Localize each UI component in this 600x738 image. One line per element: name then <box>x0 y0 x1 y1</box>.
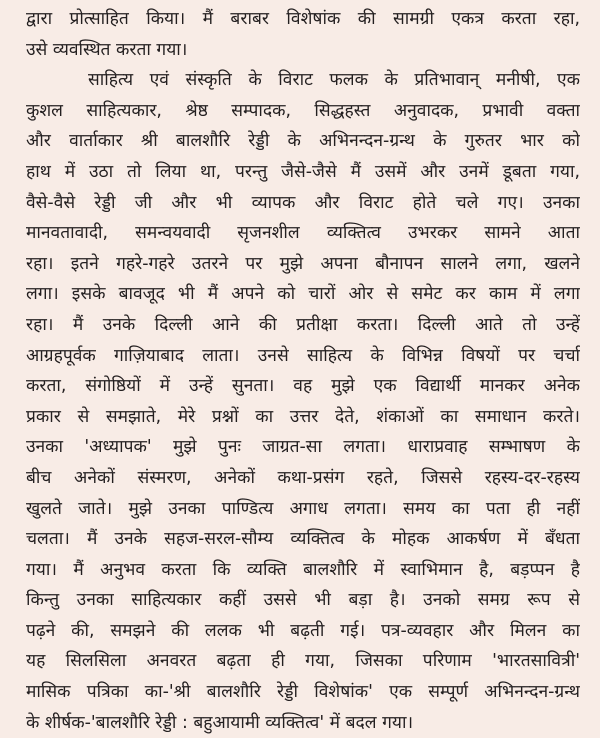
text-line: मानवतावादी, समन्वयवादी सृजनशील व्यक्तित्व उभरकर सामने आता <box>26 223 580 244</box>
text-line: हाथ में उठा तो लिया था, परन्तु जैसे-जैसे मैं उसमें और उनमें डूबता गया, <box>26 161 580 182</box>
text-line: किन्तु उनका साहित्यकार कहीं उससे भी बड़ा है। उनको समग्र रूप से <box>26 590 580 611</box>
paragraph-1 <box>26 4 580 65</box>
paragraph-2 <box>26 65 580 738</box>
text-line: प्रकार से समझाते, मेरे प्रश्नों का उत्तर देते, शंकाओं का समाधान करते। <box>26 406 580 427</box>
text-line: बीच अनेकों संस्मरण, अनेकों कथा-प्रसंग रहते, जिससे रहस्य-दर-रहस्य <box>26 467 580 488</box>
text-line: लगा। इसके बावजूद भी मैं अपने को चारों ओर से समेट कर काम में लगा <box>26 284 580 305</box>
text-line: साहित्य एवं संस्कृति के विराट फलक के प्रतिभावान् मनीषी, एक <box>88 70 580 91</box>
text-line: करता, संगोष्ठियों में उन्हें सुनता। वह मुझे एक विद्यार्थी मानकर अनेक <box>26 376 580 397</box>
text-line: के शीर्षक-'बालशौरि रेड्डी : बहुआयामी व्यक्तित्व' में बदल गया। <box>26 712 414 733</box>
text-line: रहा। मैं उनके दिल्ली आने की प्रतीक्षा करता। दिल्ली आते तो उन्हें <box>26 314 580 335</box>
text-line: मासिक पत्रिका का-'श्री बालशौरि रेड्डी विशेषांक' एक सम्पूर्ण अभिनन्दन-ग्रन्थ <box>26 682 580 703</box>
text-line: कुशल साहित्यकार, श्रेष्ठ सम्पादक, सिद्धहस्त अनुवादक, प्रभावी वक्ता <box>26 100 580 121</box>
text-line: गया। मैं अनुभव करता कि व्यक्ति बालशौरि में स्वाभिमान है, बड़प्पन है <box>26 559 580 580</box>
text-line: द्वारा प्रोत्साहित किया। मैं बराबर विशेषांक की सामग्री एकत्र करता रहा, <box>26 9 580 29</box>
text-line: आग्रहपूर्वक गाज़ियाबाद लाता। उनसे साहित्य के विभिन्न विषयों पर चर्चा <box>26 345 580 366</box>
text-line: रहा। इतने गहरे-गहरे उतरने पर मुझे अपना बौनापन सालने लगा, खलने <box>26 253 580 274</box>
text-line: उनका 'अध्यापक' मुझे पुनः जाग्रत-सा लगता। धाराप्रवाह सम्भाषण के <box>26 437 580 458</box>
text-line: खुलते जाते। मुझे उनका पाण्डित्य अगाध लगता। समय का पता ही नहीं <box>26 498 580 519</box>
text-line: चलता। मैं उनके सहज-सरल-सौम्य व्यक्तित्व के मोहक आकर्षण में बँधता <box>26 529 580 550</box>
text-line: पढ़ने की, समझने की ललक भी बढ़ती गई। पत्र-व्यवहार और मिलन का <box>26 620 580 641</box>
text-line: यह सिलसिला अनवरत बढ़ता ही गया, जिसका परिणाम 'भारतसावित्री' <box>26 651 580 672</box>
text-line: वैसे-वैसे रेड्डी जी और भी व्यापक और विराट होते चले गए। उनका <box>26 192 580 213</box>
text-line: और वार्ताकार श्री बालशौरि रेड्डी के अभिनन्दन-ग्रन्थ के गुरुतर भार को <box>26 131 580 152</box>
text-line: उसे व्यवस्थित करता गया। <box>26 39 188 60</box>
